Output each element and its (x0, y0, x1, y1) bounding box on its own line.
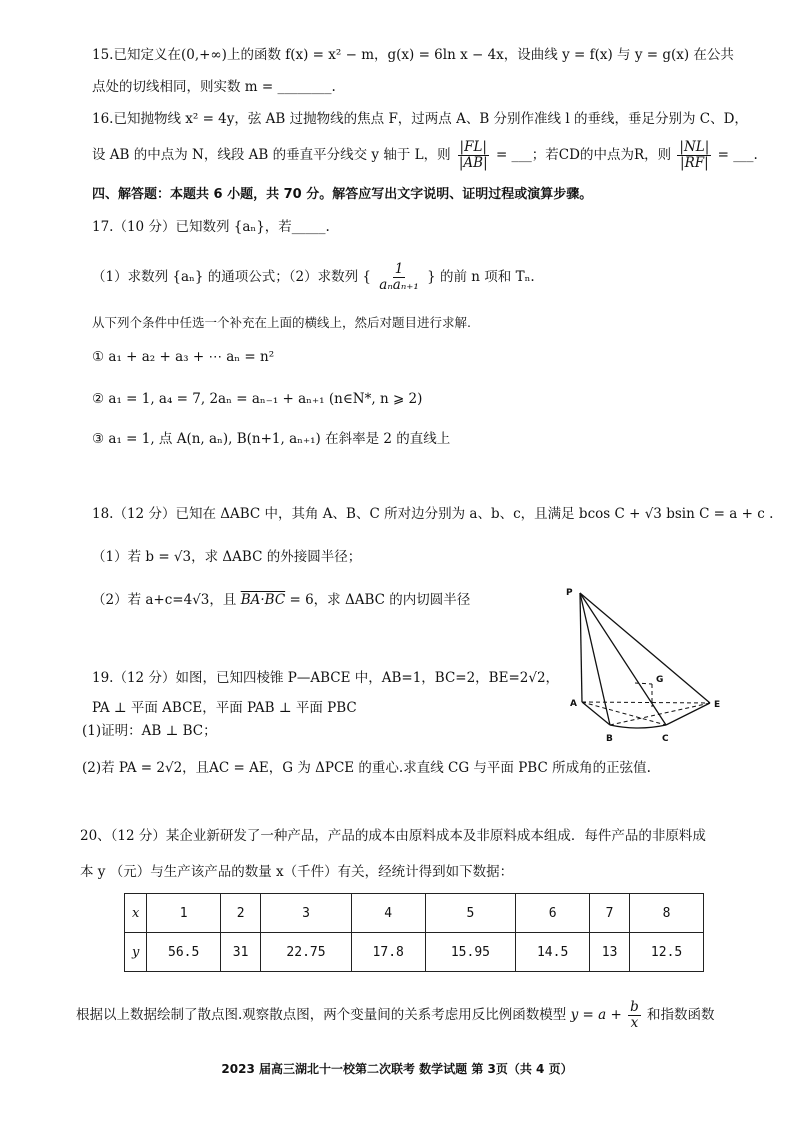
fraction-denominator: aₙaₙ₊₁ (379, 277, 419, 293)
fraction-numerator: 1 (394, 261, 404, 277)
fraction-denominator: |AB| (458, 155, 488, 171)
q18-line2: （1）若 b = √3，求 ΔABC 的外接圆半径； (92, 549, 362, 565)
segment-G (635, 683, 652, 684)
q17-condition-2: ② a₁ = 1, a₄ = 7, 2aₙ = aₙ₋₁ + aₙ₊₁ (n∈N*, n ⩾ 2) (92, 391, 423, 407)
label-P: P (566, 588, 573, 598)
q18-line3 (92, 591, 470, 609)
edge-AE-hidden (582, 702, 710, 703)
q20-line2: 本 y （元）与生产该产品的数量 x（千件）有关，经统计得到如下数据： (80, 864, 514, 880)
label-A: A (570, 699, 577, 709)
table-cell: 5 (425, 894, 516, 933)
label-C: C (662, 734, 669, 744)
q16-line1: 16.已知抛物线 x² = 4y，弦 AB 过抛物线的焦点 F，过两点 A、B 分别作准线 l 的垂线，垂足分别为 C、D， (92, 111, 748, 127)
q18-line1: 18.（12 分）已知在 ΔABC 中，其角 A、B、C 所对边分别为 a、b、c，且满足 bcos C + √3 bsin C = a + c . (92, 506, 774, 522)
edge-PC (580, 593, 666, 725)
q15-line2: 点处的切线相同，则实数 m = ________. (92, 79, 336, 95)
q18-text-b: = 6，求 ΔABC 的内切圆半径 (289, 592, 471, 608)
fraction-numerator: |NL| (679, 139, 710, 155)
label-B: B (606, 734, 613, 744)
q18-text-a: （2）若 a+c=4√3，且 (92, 592, 237, 608)
table-row-x (125, 894, 704, 933)
page-footer: 2023 届高三湖北十一校第二次联考 数学试题 第 3页（共 4 页） (221, 1062, 573, 1076)
q16-fraction-1 (457, 140, 490, 171)
pyramid-figure (560, 585, 730, 750)
q17-line1: 17.（10 分）已知数列 {aₙ}，若_____. (92, 219, 330, 235)
table-cell: 13 (590, 933, 630, 972)
q16-fraction-2 (677, 140, 711, 171)
edge-CE (666, 703, 710, 725)
q19-line4: (2)若 PA = 2√2，且AC = AE，G 为 ΔPCE 的重心.求直线 CG 与平面 PBC 所成角的正弦值. (82, 760, 651, 776)
fraction-numerator: |FL| (459, 139, 487, 155)
fraction-denominator: x (630, 1015, 639, 1031)
table-cell: 22.75 (261, 933, 352, 972)
table-cell: 8 (630, 894, 704, 933)
fraction-numerator: b (630, 999, 639, 1015)
table-cell: 6 (516, 894, 590, 933)
table-cell: 1 (147, 894, 221, 933)
q20-line3 (76, 1000, 715, 1031)
table-row-y (125, 933, 704, 972)
table-cell: 2 (221, 894, 261, 933)
table-cell: 3 (261, 894, 352, 933)
edge-PE (580, 593, 710, 703)
q19-line3: (1)证明：AB ⊥ BC； (82, 723, 217, 739)
edge-BC (610, 725, 666, 728)
table-cell: 12.5 (630, 933, 704, 972)
q20-model-lhs: y = a + (570, 1007, 622, 1023)
label-E: E (714, 700, 721, 710)
table-cell: 17.8 (351, 933, 425, 972)
q17-line3: 从下列个条件中任选一个补充在上面的横线上，然后对题目进行求解. (92, 315, 471, 330)
q20-fraction (628, 1000, 641, 1031)
table-header-y: y (125, 933, 147, 972)
edge-PB (580, 593, 610, 725)
q18-vector-product: BA·BC (240, 592, 286, 608)
q17-fraction (377, 262, 421, 293)
q17-text-a: （1）求数列 {aₙ} 的通项公式；（2）求数列 { (92, 269, 371, 285)
table-cell: 31 (221, 933, 261, 972)
table-cell: 4 (351, 894, 425, 933)
table-cell: 14.5 (516, 933, 590, 972)
q17-condition-3: ③ a₁ = 1, 点 A(n, aₙ), B(n+1, aₙ₊₁) 在斜率是 2 的直线上 (92, 431, 451, 447)
table-cell: 7 (590, 894, 630, 933)
table-cell: 15.95 (425, 933, 516, 972)
fraction-denominator: |RF| (680, 155, 709, 171)
q16-text-a: 设 AB 的中点为 N，线段 AB 的垂直平分线交 y 轴于 L，则 (92, 147, 451, 163)
q20-text-a: 根据以上数据绘制了散点图.观察散点图，两个变量间的关系考虑用反比例函数模型 (76, 1007, 567, 1023)
q20-line1: 20、（12 分）某企业新研发了一种产品，产品的成本由原料成本及非原料成本组成．每件产品的非原料成 (80, 828, 706, 844)
section-heading: 四、解答题：本题共 6 小题，共 70 分。解答应写出文字说明、证明过程或演算步骤。 (92, 187, 593, 202)
q16-text-b: = ___；若CD的中点为R，则 (495, 147, 672, 163)
label-G: G (656, 675, 664, 685)
q16-text-c: = ___. (717, 147, 758, 163)
edge-PA (580, 593, 582, 702)
q17-text-b: } 的前 n 项和 Tₙ. (427, 269, 535, 285)
q17-condition-1: ① a₁ + a₂ + a₃ + ⋯ aₙ = n² (92, 349, 275, 365)
q19-line2: PA ⊥ 平面 ABCE，平面 PAB ⊥ 平面 PBC (92, 700, 357, 716)
table-cell: 56.5 (147, 933, 221, 972)
q16-line2 (92, 140, 758, 171)
q19-line1: 19.（12 分）如图，已知四棱锥 P—ABCE 中，AB=1，BC=2，BE=2√2， (92, 670, 560, 686)
q15-line1: 15.已知定义在(0,+∞)上的函数 f(x) = x² − m，g(x) = 6ln x − 4x，设曲线 y = f(x) 与 y = g(x) 在公共 (92, 47, 734, 63)
data-table (124, 893, 704, 972)
q17-line2 (92, 262, 535, 293)
table-header-x: x (125, 894, 147, 933)
q20-text-b: 和指数函数 (647, 1007, 715, 1023)
